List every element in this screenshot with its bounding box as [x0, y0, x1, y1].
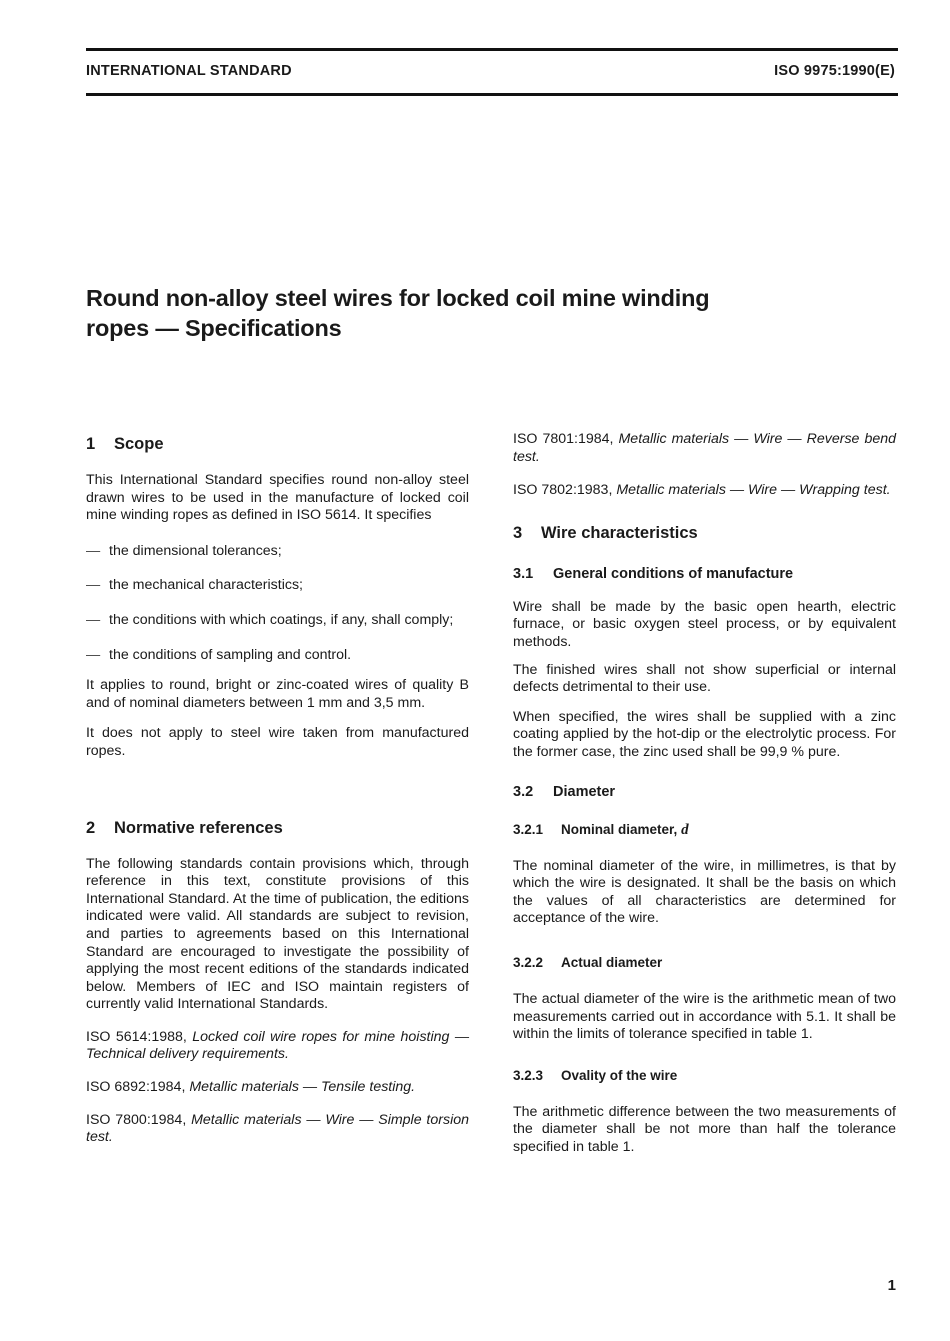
- scope-intro: This International Standard specifies round non-alloy steel drawn wires to be used in the manufacture of locked coil mine winding ropes as defined in ISO 5614. It specifies: [86, 472, 469, 524]
- reference-title: Metallic materials — Wire — Reverse bend test.: [513, 431, 896, 465]
- reference-item: [86, 1079, 469, 1097]
- scope-list: [86, 543, 469, 664]
- section-title: Nominal diameter,: [561, 821, 678, 837]
- section-title: Ovality of the wire: [561, 1067, 678, 1083]
- section-3-2-1-heading: [513, 821, 896, 839]
- header-top-rule: [86, 48, 898, 51]
- section-title: Wire characteristics: [541, 523, 698, 542]
- title-line-1: Round non-alloy steel wires for locked coil mine winding: [86, 285, 710, 311]
- section-3-2-2-heading: [513, 954, 896, 972]
- list-item: — the dimensional tolerances;: [86, 543, 469, 561]
- section-title: Normative references: [114, 818, 283, 837]
- section-title: Scope: [114, 435, 164, 453]
- page-number: 1: [887, 1277, 896, 1294]
- reference-item: [513, 482, 896, 500]
- section-number: 3.2.3: [513, 1067, 544, 1083]
- reference-title: Locked coil wire ropes for mine hoisting — Technical delivery requirements.: [86, 1028, 470, 1063]
- manufacture-coating: When specified, the wires shall be supplied with a zinc coating applied by the hot-dip or the electrolytic process. For the former case, the zinc used shall be 99,9 % pure.: [513, 708, 896, 760]
- reference-code: ISO 5614:1988,: [86, 1028, 187, 1045]
- section-3-1-heading: [513, 564, 896, 584]
- diameter-symbol: d: [681, 821, 689, 838]
- reference-title: Metallic materials — Wire — Simple torsion test.: [86, 1111, 469, 1146]
- section-title: General conditions of manufacture: [553, 565, 794, 582]
- section-3-heading: [513, 522, 896, 544]
- right-column: [513, 431, 896, 1169]
- document-title: [86, 283, 846, 343]
- section-title: Actual diameter: [561, 954, 663, 970]
- normative-intro: The following standards contain provisions which, through reference in this text, constitute provisions of this International Standard. At the time of publication, the editions indicated were valid. All standards are subject to revision, and parties to agreements based on this International Standard are encouraged to investigate the possibility of applying the most recent editions of the standards indicated below. Members of IEC and ISO maintain registers of currently valid International Standards.: [86, 855, 469, 1013]
- actual-diameter-text: The actual diameter of the wire is the arithmetic mean of two measurements carried out in accordance with 5.1. It shall be within the limits of tolerance specified in table 1.: [513, 990, 896, 1043]
- left-column: [86, 433, 469, 1160]
- list-item: — the mechanical characteristics;: [86, 577, 469, 595]
- reference-code: ISO 6892:1984,: [86, 1079, 186, 1096]
- reference-code: ISO 7802:1983,: [513, 482, 613, 499]
- manufacture-defects: The finished wires shall not show superficial or internal defects detrimental to their use.: [513, 661, 896, 696]
- section-number: 3.1: [513, 565, 534, 582]
- section-number: 2: [86, 818, 96, 837]
- title-line-2: ropes — Specifications: [86, 315, 342, 341]
- reference-title: Metallic materials — Wire — Wrapping test.: [616, 482, 891, 499]
- section-2-heading: [86, 817, 469, 839]
- reference-item: [86, 1029, 469, 1064]
- section-3-2-3-heading: [513, 1067, 896, 1085]
- scope-applies: It applies to round, bright or zinc-coated wires of quality B and of nominal diameters between 1 mm and 3,5 mm.: [86, 677, 469, 711]
- reference-title: Metallic materials — Tensile testing.: [189, 1079, 416, 1096]
- ovality-text: The arithmetic difference between the two measurements of the diameter shall be not more than half the tolerance specified in table 1.: [513, 1103, 896, 1155]
- section-number: 3.2.2: [513, 954, 544, 970]
- list-item: — the conditions of sampling and control.: [86, 647, 469, 665]
- list-item: — the conditions with which coatings, if any, shall comply;: [86, 612, 469, 630]
- section-number: 3.2: [513, 783, 534, 800]
- header-bottom-rule: [86, 93, 898, 96]
- reference-item: [513, 431, 896, 466]
- nominal-diameter-text: The nominal diameter of the wire, in millimetres, is that by which the wire is designated. It shall be the basis on which the values of all characteristics are determined for acceptance of the wire.: [513, 857, 896, 927]
- section-number: 3: [513, 523, 523, 542]
- section-title: Diameter: [553, 783, 616, 800]
- header-document-number: ISO 9975:1990(E): [774, 63, 895, 79]
- section-number: 3.2.1: [513, 821, 544, 837]
- header-document-type: INTERNATIONAL STANDARD: [86, 63, 292, 79]
- reference-code: ISO 7800:1984,: [86, 1111, 187, 1128]
- section-1-heading: [86, 433, 469, 455]
- section-3-2-heading: [513, 782, 896, 802]
- scope-exclusion: It does not apply to steel wire taken from manufactured ropes.: [86, 725, 469, 759]
- reference-code: ISO 7801:1984,: [513, 431, 614, 447]
- reference-item: [86, 1112, 469, 1147]
- section-number: 1: [86, 435, 96, 453]
- manufacture-process: Wire shall be made by the basic open hearth, electric furnace, or basic oxygen steel process, or by equivalent methods.: [513, 598, 896, 650]
